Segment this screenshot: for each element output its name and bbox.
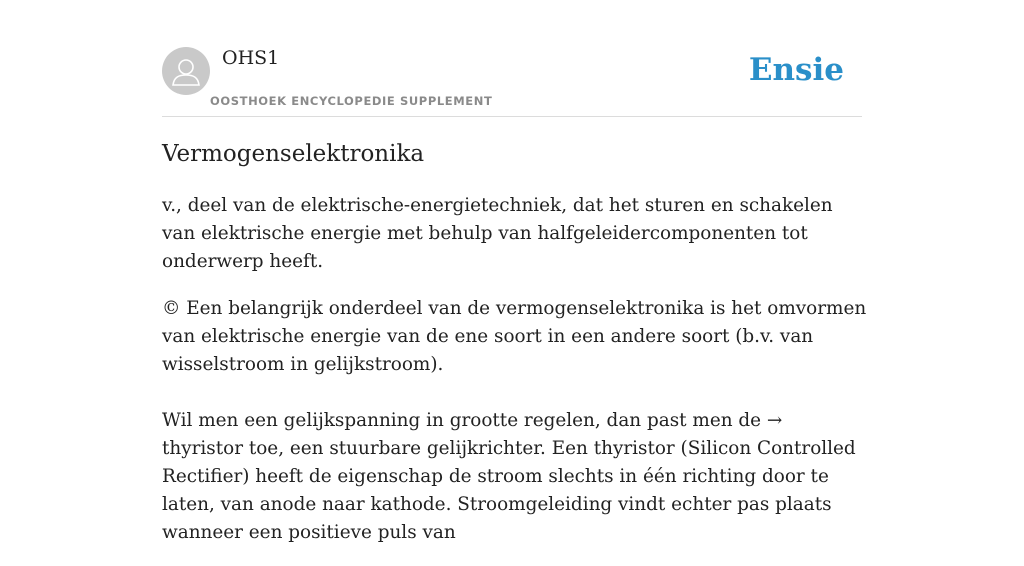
paragraph: © Een belangrijk onderdeel van de vermogenselektronika is het omvormen van elektrische energie van de ene soort in een andere soort (b.v. van wisselstroom in gelijkstroom). (162, 298, 867, 375)
user-avatar-icon[interactable] (162, 47, 210, 95)
paragraph-text: Wil men een gelijkspanning in grootte regelen, dan past men de (162, 410, 767, 431)
source-title[interactable]: OHS1 (222, 47, 280, 69)
cross-reference-link[interactable]: → thyristor (162, 410, 783, 459)
article-title: Vermogenselektronika (162, 141, 425, 167)
definition-paragraph: v., deel van de elektrische-energietechniek, dat het sturen en schakelen van elektrische energie met behulp van halfgeleidercomponenten tot onderwerp heeft. (162, 195, 833, 272)
person-outline-icon (162, 47, 210, 95)
paragraph-text: toe, een stuurbare gelijkrichter. Een thyristor (Silicon Controlled Rectifier) heeft de eigenschap de stroom slechts in één richting door te laten, van anode naar kathode. Stroomgeleiding vindt echter pas plaats wanneer een positieve puls van (162, 438, 856, 543)
source-subtitle[interactable]: OOSTHOEK ENCYCLOPEDIE SUPPLEMENT (210, 94, 493, 108)
paragraph (162, 407, 867, 547)
brand-logo[interactable]: Ensie (748, 52, 844, 88)
article-body (162, 192, 867, 566)
header (162, 40, 862, 117)
